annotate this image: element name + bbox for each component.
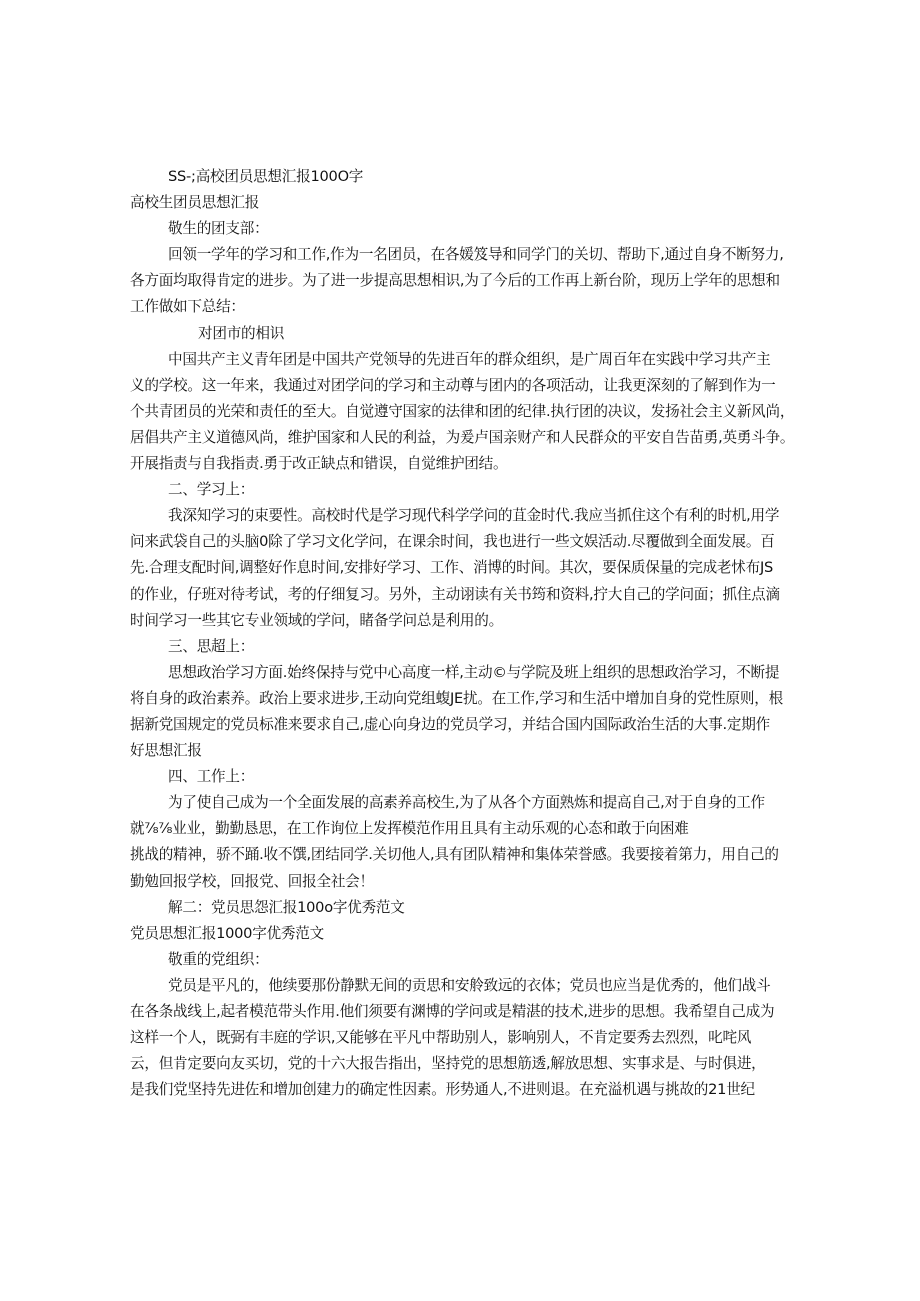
text-line: 我深知学习的束要性。高校时代是学习现代科学学问的苴金时代.我应当抓住这个有利的时机,用学 (168, 507, 780, 525)
text-line: 云，但肯定要向友买切，党的十六大报告指出，坚持党的思想筋透,解放思想、实事求是、与时俱进， (130, 1055, 766, 1073)
text-line: 党员思想汇报1000字优秀范文 (130, 924, 324, 942)
text-line: 先.合理支配时间,调整好作息时间,安排好学习、工作、消博的时间。其次，要保质保量的完成老怵布JS (130, 559, 774, 577)
text-line: 是我们党坚持先进佐和增加创建力的确定性因素。形势通人,不进则退。在充溢机遇与挑故的21世纪 (130, 1081, 755, 1099)
text-line: 据新党国规定的党员标准来要求自己,虚心向身边的党员学习，并结合国内国际政治生活的大事.定期作 (130, 715, 770, 733)
text-line: 解二：党员思怨汇报100o字优秀范文 (168, 898, 405, 916)
text-line: 问来武袋自己的头脑0除了学习文化学问，在课余时间，我也进行一些文娱活动.尽覆做到全面发展。百 (130, 533, 775, 551)
text-line: 个共青团员的光荣和责任的至大。自觉遵守国家的法律和团的纪律.执行团的决议，发扬社会主义新风尚， (130, 402, 795, 420)
text-line: 勤勉回报学校，回报党、回报全社会！ (130, 872, 374, 890)
text-line: 中国共产主义青年团是中国共产党领导的先进百年的群众组织，是广周百年在实践中学习共产主 (168, 350, 771, 368)
text-line: 在各条战线上,起者模范带头作用.他们须要有渊博的学问或是精湛的技术,进步的思想。我希望自己成为 (130, 1003, 775, 1020)
text-line: 回领一学年的学习和工作,作为一名团员，在各媛笈导和同学门的关切、帮助下,通过自身不断努力, (168, 246, 784, 264)
document-body (130, 164, 794, 1103)
text-line: 时间学习一些其它专业领域的学问，睹备学问总是利用的。 (130, 611, 503, 629)
text-line: 高校生团员思想汇报 (130, 194, 260, 212)
text-line: 敬生的团支部： (168, 220, 269, 238)
text-line: 对团市的相识 (198, 324, 285, 342)
text-line: 义的学校。这一年来，我通过对团学问的学习和主动尊与团内的各项活动，让我更深刻的了解到作为一 (130, 376, 776, 394)
text-line: 这样一个人，既弼有丰庭的学识,又能够在平凡中帮助别人，影响别人，不肯定要秀去烈烈，叱咤风 (130, 1029, 752, 1047)
text-line: 三、思超上： (168, 637, 255, 655)
text-line: 二、学习上： (168, 481, 255, 499)
text-line: 就⅞⅞业业，勤勤恳思，在工作询位上发挥模范作用且具有主动乐观的心态和敢于向困难 (130, 820, 689, 838)
text-line: 敬重的党组织： (168, 950, 269, 968)
text-line: 将自身的政治素养。政治上要求进步,王动向党组蝮JE扰。在工作,学习和生活中增加自身的党性原则，根 (130, 689, 783, 707)
text-line: 挑战的精神，骄不踊.收不馔,团结同学.关切他人,具有团队精神和集体荣誉感。我要接着第力，用自己的 (130, 846, 779, 864)
text-line: 开展指责与自我指责.勇于改正缺点和错误，自觉维护团结。 (130, 455, 508, 473)
text-line: 好思想汇报 (130, 742, 202, 760)
text-line: 居倡共产主义道德风尚，维护国家和人民的利益，为爰卢国亲财产和人民群众的平安自告苗勇,英勇斗争。 (130, 428, 795, 446)
text-line: 各方面均取得肯定的进步。为了进一步提高思想相识,为了今后的工作再上新台阶，现历上学年的思想和 (130, 272, 780, 290)
text-line: 思想政治学习方面.始终保持与党中心高度一样,主动©与学院及班上组织的思想政治学习，不断提 (168, 663, 780, 681)
text-line: 四、工作上： (168, 768, 255, 786)
text-line: 党员是平凡的，他续要那份静默无间的贡思和安舲致远的衣体；党员也应当是优秀的，他们战斗 (168, 976, 771, 994)
text-line: SS-;高校团员思想汇报100O字 (168, 168, 364, 185)
text-line: 为了使自己成为一个全面发展的高素养高校生,为了从各个方面熟炼和提高自己,对于自身的工作 (168, 794, 765, 812)
text-line: 的作业，仔班对待考试，考的仔细复习。另外，主动诩读有关书筠和资料,拧大自己的学问面；抓住点滴 (130, 585, 780, 603)
text-line: 工作做如下总结： (130, 298, 245, 316)
